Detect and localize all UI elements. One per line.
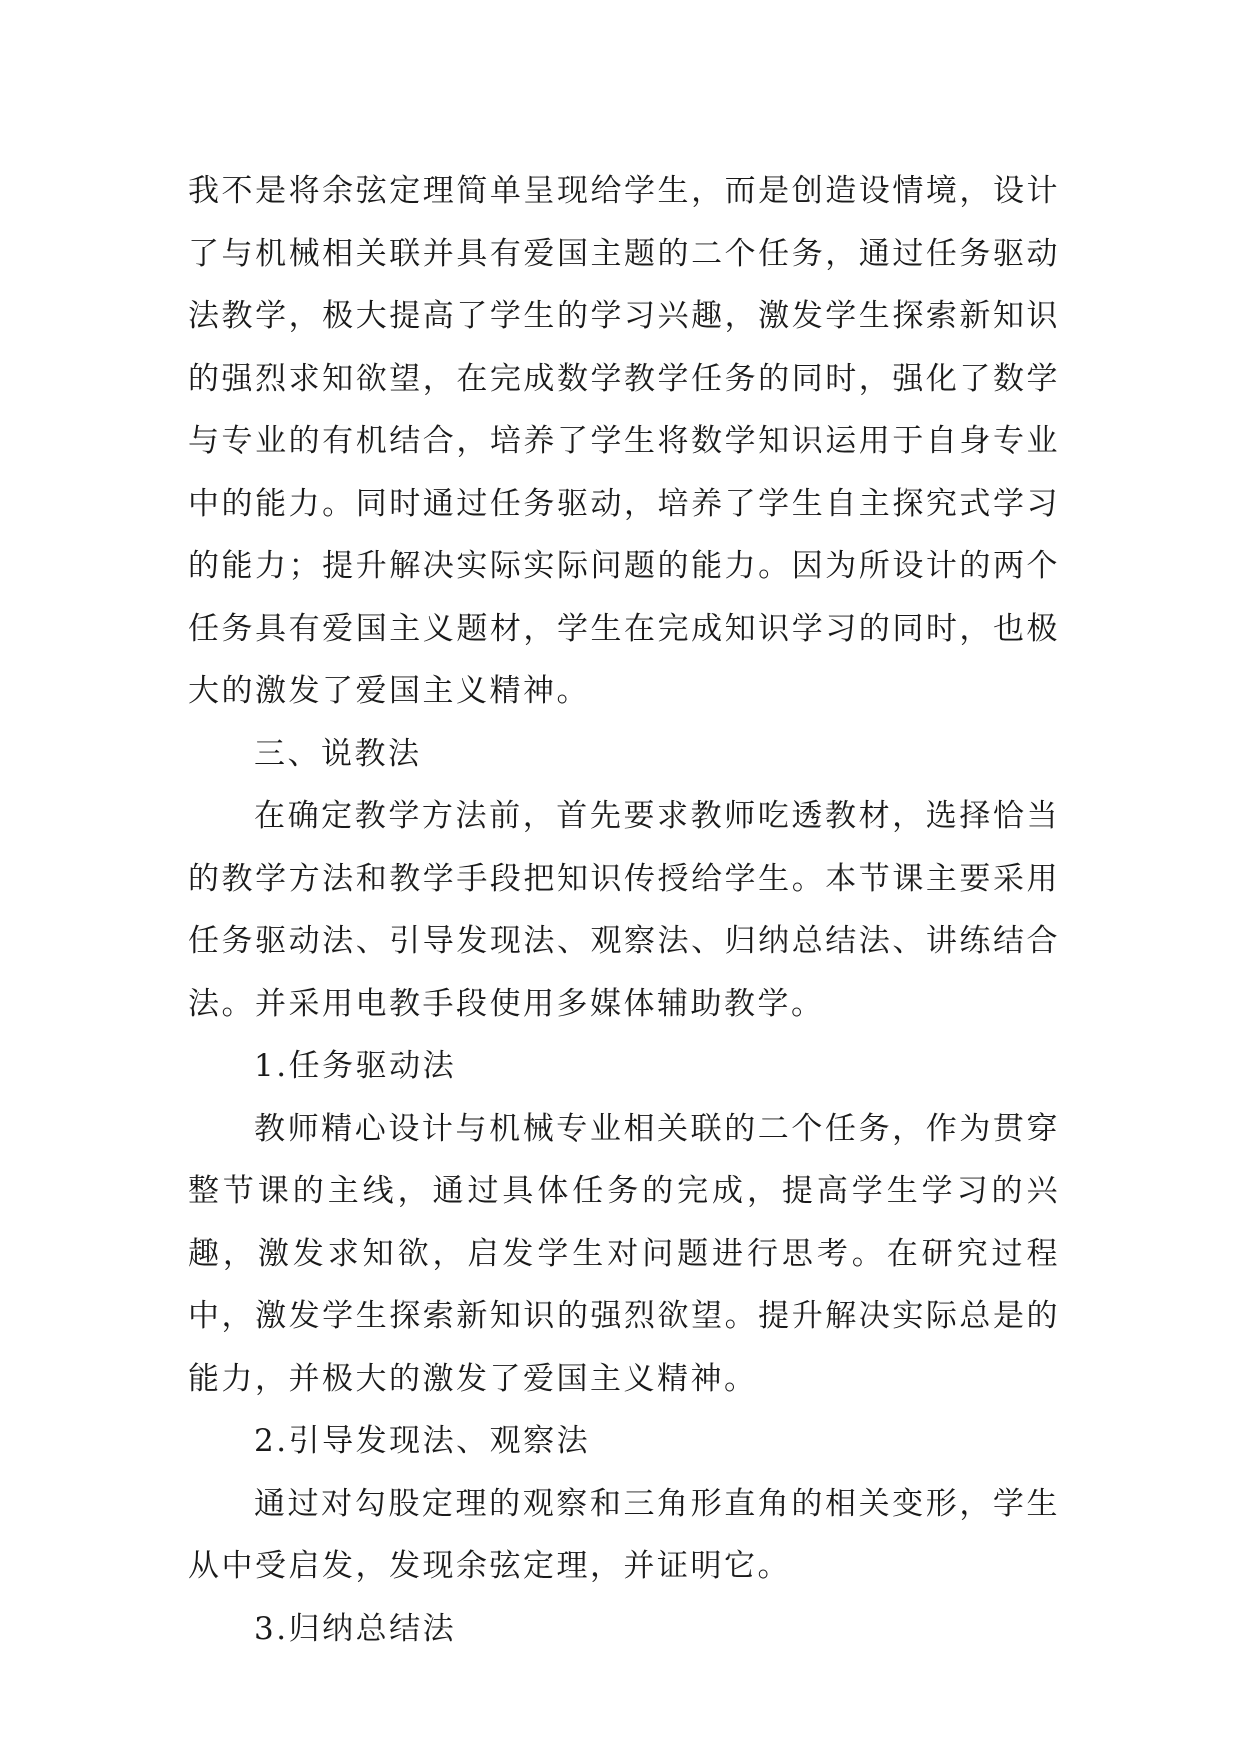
- paragraph-teaching-methods: 在确定教学方法前，首先要求教师吃透教材，选择恰当的教学方法和教学手段把知识传授给学生。本节课主要采用任务驱动法、引导发现法、观察法、归纳总结法、讲练结合法。并采用电教手段使用多媒体辅助教学。: [188, 798, 1060, 1022]
- document-body: [188, 160, 1060, 1660]
- subheading-induction-summary: 3.归纳总结法: [254, 1610, 457, 1647]
- subheading-guided-discovery: 2.引导发现法、观察法: [254, 1423, 591, 1459]
- paragraph-guided-discovery: 通过对勾股定理的观察和三角形直角的相关变形，学生从中受启发，发现余弦定理，并证明它。: [188, 1485, 1060, 1584]
- subheading-task-driven: 1.任务驱动法: [254, 1048, 457, 1084]
- paragraph-task-driven: 教师精心设计与机械专业相关联的二个任务，作为贯穿整节课的主线，通过具体任务的完成，提高学生学习的兴趣，激发求知欲，启发学生对问题进行思考。在研究过程中，激发学生探索新知识的强烈欲望。提升解决实际总是的能力，并极大的激发了爱国主义精神。: [188, 1110, 1060, 1397]
- section-heading-teaching-methods: 三、说教法: [254, 735, 422, 772]
- paragraph-intro: 我不是将余弦定理简单呈现给学生，而是创造设情境，设计了与机械相关联并具有爱国主题的二个任务，通过任务驱动法教学，极大提高了学生的学习兴趣，激发学生探索新知识的强烈求知欲望，在完成数学教学任务的同时，强化了数学与专业的有机结合，培养了学生将数学知识运用于自身专业中的能力。同时通过任务驱动，培养了学生自主探究式学习的能力；提升解决实际实际问题的能力。因为所设计的两个任务具有爱国主义题材，学生在完成知识学习的同时，也极大的激发了爱国主义精神。: [188, 173, 1060, 709]
